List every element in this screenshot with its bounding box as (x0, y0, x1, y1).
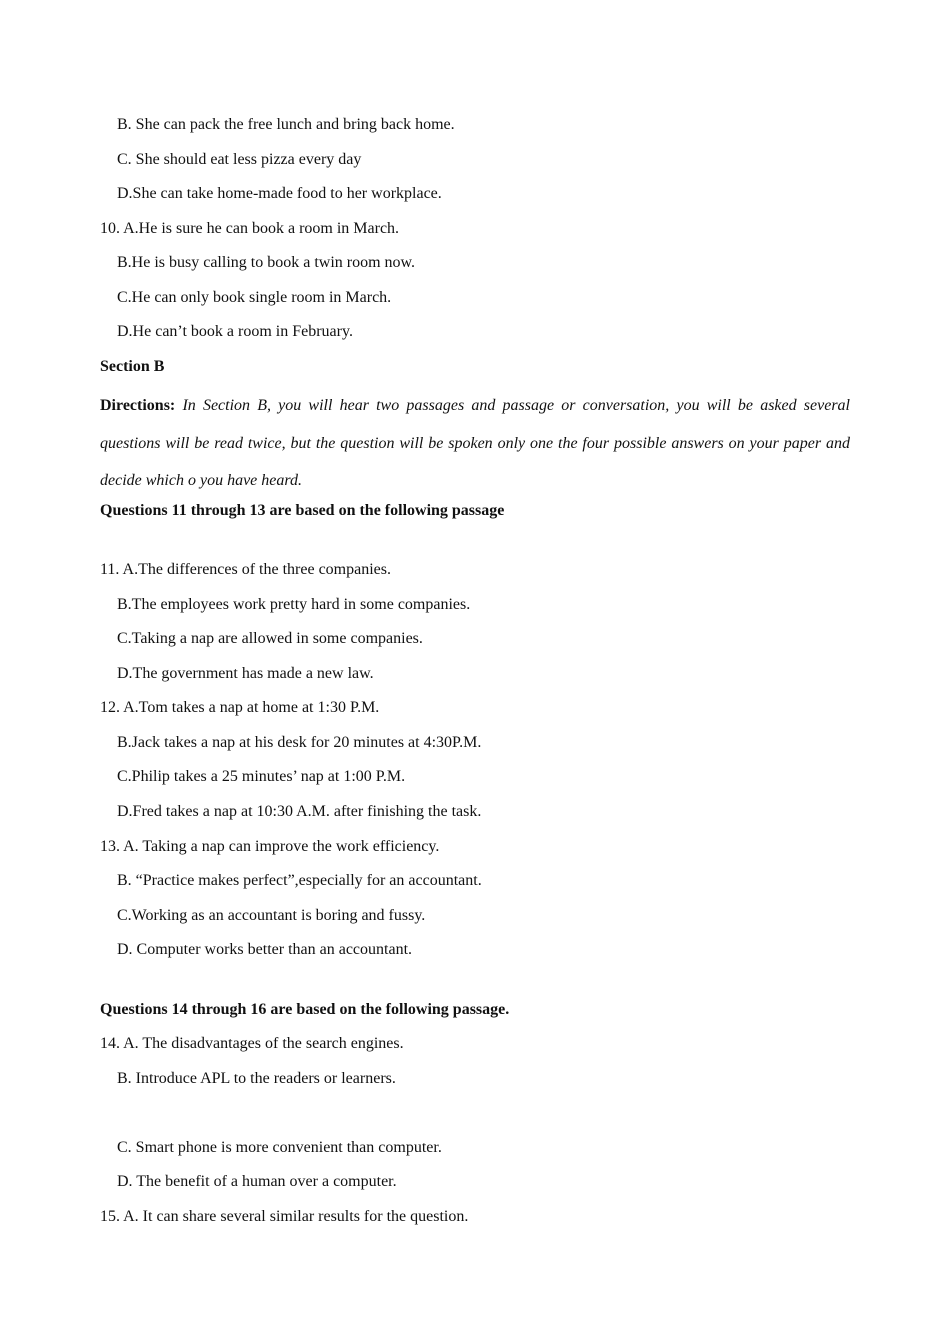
q9-option-b: B. She can pack the free lunch and bring back home. (117, 116, 455, 133)
q12-option-c: C.Philip takes a 25 minutes’ nap at 1:00 P.M. (117, 768, 406, 785)
directions-text: In Section B, you will hear two passages and passage or conversation, you will be asked several questions will be read twice, but the question will be spoken only one the four possible answers on your paper and decide which o you have heard. (100, 397, 851, 489)
q12-option-d: D.Fred takes a nap at 10:30 A.M. after finishing the task. (117, 803, 482, 820)
q11-option-c: C.Taking a nap are allowed in some companies. (117, 630, 423, 647)
section-b-directions (100, 387, 850, 500)
q14-option-c: C. Smart phone is more convenient than computer. (117, 1139, 442, 1156)
q13-option-a: 13. A. Taking a nap can improve the work efficiency. (100, 838, 440, 855)
q10-option-d: D.He can’t book a room in February. (117, 323, 353, 340)
q13-option-c: C.Working as an accountant is boring and fussy. (117, 907, 426, 924)
q9-option-c: C. She should eat less pizza every day (117, 151, 362, 168)
q13-option-b: B. “Practice makes perfect”,especially for an accountant. (117, 872, 482, 889)
q15-option-a: 15. A. It can share several similar results for the question. (100, 1208, 469, 1225)
directions-label: Directions: (100, 397, 176, 414)
q11-option-b: B.The employees work pretty hard in some companies. (117, 596, 471, 613)
q12-option-b: B.Jack takes a nap at his desk for 20 minutes at 4:30P.M. (117, 734, 482, 751)
q10-option-a: 10. A.He is sure he can book a room in March. (100, 220, 400, 237)
q11-option-a: 11. A.The differences of the three companies. (100, 561, 391, 578)
q14-option-a: 14. A. The disadvantages of the search engines. (100, 1035, 404, 1052)
q10-option-c: C.He can only book single room in March. (117, 289, 392, 306)
q12-option-a: 12. A.Tom takes a nap at home at 1:30 P.M. (100, 699, 380, 716)
section-b-title: Section B (100, 358, 165, 375)
q13-option-d: D. Computer works better than an accountant. (117, 941, 413, 958)
q11-option-d: D.The government has made a new law. (117, 665, 374, 682)
heading-questions-11-13: Questions 11 through 13 are based on the following passage (100, 502, 505, 519)
q9-option-d: D.She can take home-made food to her workplace. (117, 185, 442, 202)
heading-questions-14-16: Questions 14 through 16 are based on the following passage. (100, 1001, 510, 1018)
q14-option-d: D. The benefit of a human over a computer. (117, 1173, 397, 1190)
q10-option-b: B.He is busy calling to book a twin room now. (117, 254, 416, 271)
q14-option-b: B. Introduce APL to the readers or learners. (117, 1070, 396, 1087)
